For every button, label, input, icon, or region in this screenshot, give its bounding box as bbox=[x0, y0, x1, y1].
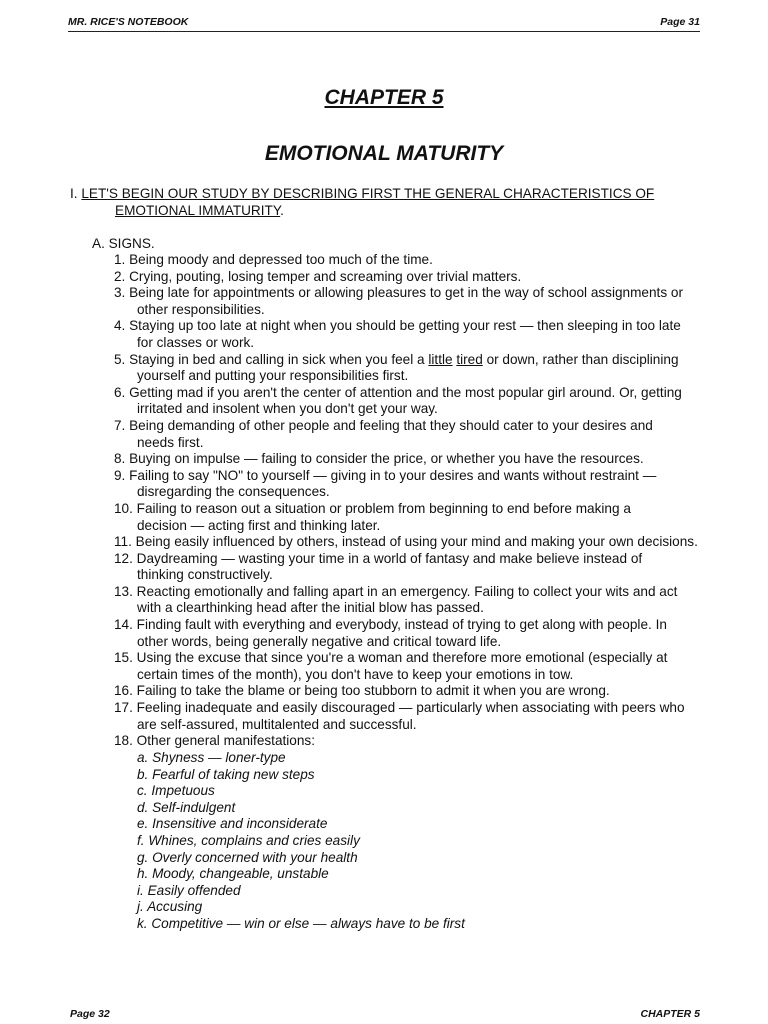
notebook-title: MR. RICE'S NOTEBOOK bbox=[68, 16, 189, 28]
signs-heading: A. SIGNS. bbox=[92, 236, 155, 251]
list-item bbox=[114, 733, 704, 750]
page-number-top: Page 31 bbox=[660, 16, 700, 28]
list-item bbox=[114, 352, 704, 385]
list-item-continuation: other responsibilities. bbox=[137, 301, 265, 317]
manifestations-list bbox=[137, 750, 697, 933]
list-item-line: 12. Daydreaming — wasting your time in a world of fantasy and make believe instead of bbox=[114, 550, 643, 566]
list-item-line: 2. Crying, pouting, losing temper and screaming over trivial matters. bbox=[114, 268, 522, 284]
list-item bbox=[114, 617, 704, 650]
list-item-continuation: other words, being generally negative and critical toward life. bbox=[137, 633, 502, 649]
list-item bbox=[114, 501, 704, 534]
footer-chapter: CHAPTER 5 bbox=[640, 1008, 700, 1020]
list-item-line: 18. Other general manifestations: bbox=[114, 733, 315, 749]
list-item-continuation: thinking constructively. bbox=[137, 567, 273, 583]
manifestation-item: e. Insensitive and inconsiderate bbox=[137, 816, 328, 832]
list-item-continuation: needs first. bbox=[137, 434, 204, 450]
list-item bbox=[114, 285, 704, 318]
list-item-line: 4. Staying up too late at night when you should be getting your rest — then sleeping in too late bbox=[114, 318, 681, 334]
page-header bbox=[68, 15, 700, 32]
manifestation-item: k. Competitive — win or else — always have to be first bbox=[137, 915, 465, 931]
list-item bbox=[114, 252, 704, 269]
list-item-continuation: irritated and insolent when you don't get your way. bbox=[137, 401, 438, 417]
manifestation-item: d. Self-indulgent bbox=[137, 799, 236, 815]
list-item bbox=[114, 683, 704, 700]
manifestation-item: b. Fearful of taking new steps bbox=[137, 766, 315, 782]
list-item-continuation: yourself and putting your responsibilities first. bbox=[137, 368, 409, 384]
list-item-line: 6. Getting mad if you aren't the center of attention and the most popular girl around. Or, getting bbox=[114, 384, 682, 400]
list-item-continuation: for classes or work. bbox=[137, 334, 255, 350]
list-item bbox=[114, 269, 704, 286]
list-item-line: 14. Finding fault with everything and everybody, instead of trying to get along with people. In bbox=[114, 617, 667, 633]
list-item bbox=[114, 534, 704, 551]
list-item bbox=[114, 451, 704, 468]
section-line-2: EMOTIONAL IMMATURITY bbox=[115, 203, 281, 218]
list-item bbox=[114, 584, 704, 617]
manifestation-item: h. Moody, changeable, unstable bbox=[137, 866, 329, 882]
list-item-continuation: certain times of the month), you don't have to keep your emotions in tow. bbox=[137, 666, 574, 682]
list-item-line: 13. Reacting emotionally and falling apart in an emergency. Failing to collect your wits and act bbox=[114, 583, 678, 599]
list-item-line: 10. Failing to reason out a situation or problem from beginning to end before making a bbox=[114, 500, 631, 516]
list-item bbox=[114, 468, 704, 501]
section-period: . bbox=[280, 203, 284, 218]
list-item-continuation: disregarding the consequences. bbox=[137, 484, 330, 500]
list-item-line: 9. Failing to say "NO" to yourself — giving in to your desires and wants without restraint — bbox=[114, 467, 657, 483]
list-item-line: 1. Being moody and depressed too much of the time. bbox=[114, 252, 433, 267]
chapter-heading: CHAPTER 5 bbox=[324, 86, 444, 109]
section-line-1: LET'S BEGIN OUR STUDY BY DESCRIBING FIRST THE GENERAL CHARACTERISTICS OF bbox=[81, 186, 655, 201]
section-number: I. bbox=[70, 186, 82, 201]
list-item-continuation: decision — acting first and thinking later. bbox=[137, 517, 381, 533]
list-item-line: 17. Feeling inadequate and easily discouraged — particularly when associating with peers who bbox=[114, 700, 685, 716]
list-item-line: 15. Using the excuse that since you're a woman and therefore more emotional (especially at bbox=[114, 650, 668, 666]
list-item bbox=[114, 551, 704, 584]
signs-list bbox=[114, 252, 704, 750]
list-item-continuation: with a clearthinking head after the initial blow has passed. bbox=[137, 600, 484, 616]
list-item bbox=[114, 650, 704, 683]
manifestation-item: a. Shyness — loner-type bbox=[137, 750, 286, 765]
list-item bbox=[114, 385, 704, 418]
page-number-bottom: Page 32 bbox=[70, 1008, 110, 1020]
list-item bbox=[114, 418, 704, 451]
list-item-line: 11. Being easily influenced by others, instead of using your mind and making your own decisions. bbox=[114, 534, 698, 550]
section-heading bbox=[70, 185, 700, 219]
list-item-continuation: are self-assured, multitalented and successful. bbox=[137, 716, 417, 732]
manifestation-item: i. Easily offended bbox=[137, 882, 241, 898]
list-item-line: 7. Being demanding of other people and feeling that they should cater to your desires and bbox=[114, 417, 653, 433]
list-item-line: 5. Staying in bed and calling in sick when you feel a little tired or down, rather than disciplining bbox=[114, 351, 679, 367]
list-item-line: 3. Being late for appointments or allowing pleasures to get in the way of school assignments or bbox=[114, 285, 683, 301]
list-item-line: 8. Buying on impulse — failing to consider the price, or whether you have the resources. bbox=[114, 451, 644, 467]
manifestation-item: f. Whines, complains and cries easily bbox=[137, 832, 360, 848]
list-item bbox=[114, 700, 704, 733]
list-item-line: 16. Failing to take the blame or being too stubborn to admit it when you are wrong. bbox=[114, 683, 610, 699]
manifestation-item: j. Accusing bbox=[137, 899, 203, 915]
chapter-title: EMOTIONAL MATURITY bbox=[264, 142, 504, 165]
manifestation-item: c. Impetuous bbox=[137, 783, 215, 799]
manifestation-item: g. Overly concerned with your health bbox=[137, 849, 358, 865]
list-item bbox=[114, 318, 704, 351]
